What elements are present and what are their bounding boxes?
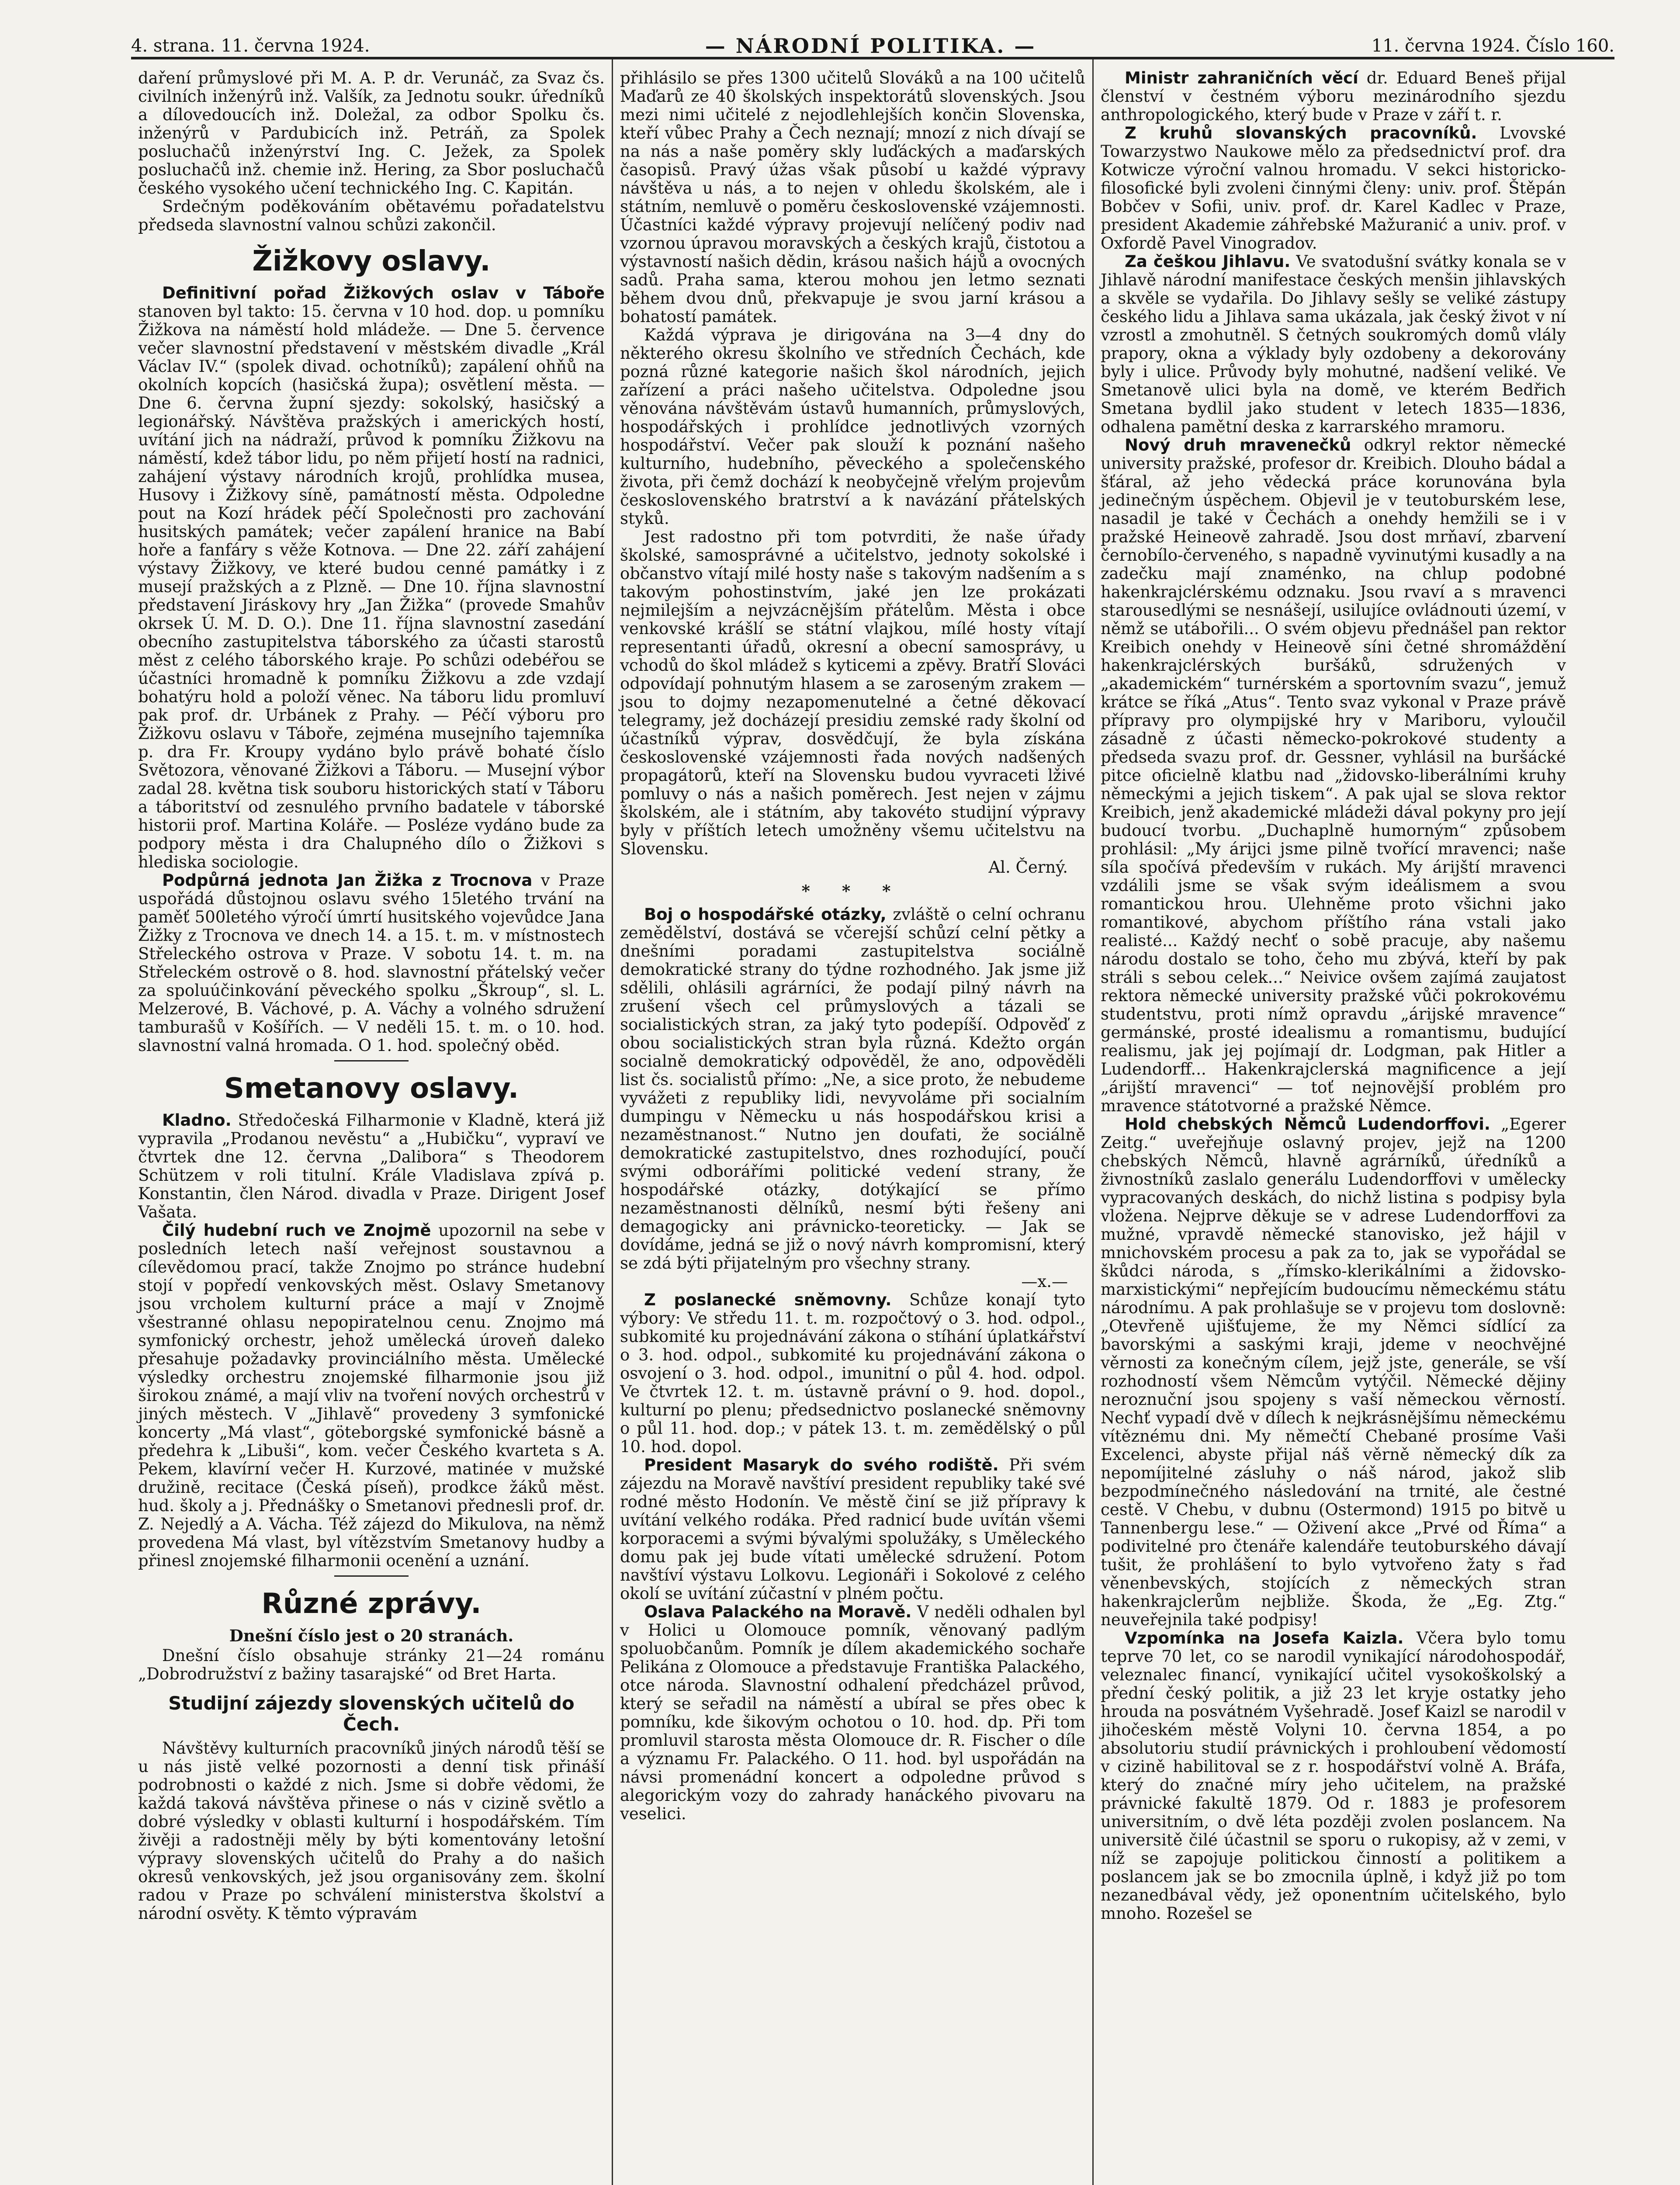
header-left: 4. strana. 11. června 1924. xyxy=(131,36,370,56)
column-3 xyxy=(1092,59,1573,2185)
news-item-znojmo xyxy=(138,1221,605,1570)
news-body: Schůze konají tyto výbory: Ve středu 11. t. m. rozpočtový o 3. hod. odpol., subkomité ku projednávání zákona o stíhání úplatkářství o 3. hod. odpol., subkomité ku projednávání zákona o osvojení o 3. hod. odpol., imunitní o půl 4. hod. odpol. Ve čtvrtek 12. t. m. ústavně právní o 9. hod. dopol., kulturní po plenu; předsednictvo poslanecké sněmovny o půl 11. hod. dop.; v pátek 13. t. m. zemědělský o půl 10. hod. dopol. xyxy=(620,1290,1086,1456)
news-item-ministr xyxy=(1101,69,1566,124)
masthead-title: — NÁRODNÍ POLITIKA. — xyxy=(705,34,1036,58)
section-separator: * * * xyxy=(801,881,904,901)
news-item-kaizl xyxy=(1101,1629,1566,1923)
column-1 xyxy=(131,59,612,2185)
news-lead: Nový druh mravenečků xyxy=(1125,436,1351,454)
column-2 xyxy=(612,59,1092,2185)
news-lead: Z poslanecké sněmovny. xyxy=(644,1290,892,1309)
news-item-kruhy xyxy=(1101,124,1566,253)
divider xyxy=(334,1575,409,1577)
news-lead: Kladno. xyxy=(162,1111,232,1130)
news-body: Včera bylo tomu teprve 70 let, co se narodil vynikající národohospodář, veleznalec financí, vynikající učitel vysokoškolský a přední český politik, a již 23 let kryje ostatky jeho hrouda na posvátném Vyšehradě. Josef Kaizl se narodil v jihočeském městě Volyni 10. června 1854, a po absolutoriu studií právnických i prohloubení vědomostí v cizině habilitoval se z r. hospodářství volně A. Bráfa, který do značné míry jeho učitelem, na pražské právnické fakultě 1879. Od r. 1883 je profesorem universitním, o dvě léta později zvolen poslancem. Na universitě čilé účastnil se sporu o rukopisy, až v zemi, v níž se zapojuje politickou činností a politikem a poslancem jak se bo zmocnila úplně, i když již po tom nezanedbával vědy, jež oponentním učitelského, bylo mnoho. Rozešel se xyxy=(1101,1629,1566,1923)
news-item-ludendorff xyxy=(1101,1115,1566,1629)
news-item-dnesni: Dnešní číslo obsahuje stránky 21—24 románu „Dobrodružství z bažiny tasarajské“ od Bret Harta. xyxy=(138,1646,605,1683)
columns xyxy=(131,59,1614,2185)
news-lead: Hold chebských Němců Ludendorffovi. xyxy=(1125,1115,1490,1134)
news-lead: Z kruhů slovanských pracovníků. xyxy=(1125,124,1477,142)
news-body: dr. Eduard Beneš přijal členství v čestném výboru mezinárodního sjezdu anthropologického, který bude v Praze v září t. r. xyxy=(1101,69,1566,124)
news-body: zvláště o celní ochranu zemědělství, dostává se včerejší schůzí celní pětky a dnešními poradami zastupitelstva sociálně demokratické strany do týdne rozhodného. Jak jsme již sdělili, ohlásili agrárníci, že podají pilný návrh na zrušení všech cel průmyslových a tázali se socialistických stran, za jaký tyto podepíší. Odpověď z obou socialistických stran byla různá. Kdežto orgán socialně demokratický odpověděl, že ano, odpověděli list čs. socialistů přímo: „Ne, a sice proto, že nebudeme vyvážeti z republiky lidi, nevyvoláme při socialním dumpingu v Německu u nás hospodářskou krisi a nezaměstnanost.“ Nutno jen doufati, že sociálně demokratické zastupitelstvo, dnes rozhodující, poučí svými odborářími politické vedení strany, že hospodářské otázky, dotýkající se přímo nezaměstnanosti dělníků, nesmí býti řešeny ani demagogicky ani právnicko-teoreticky. — Jak se dovídáme, jedná se již o nový návrh kompromisní, který se zdá býti přijatelným pro všechny strany. xyxy=(620,905,1086,1273)
news-lead: Definitivní pořad Žižkových oslav v Táboře xyxy=(162,284,605,302)
article-paragraph: Každá výprava je dirigována na 3—4 dny do některého okresu školního ve středních Čechách, kde pozná různé kategorie našich škol národních, jejich zařízení a práci našeho učitelstva. Odpoledne jsou věnována návštěvám ústavů humanních, průmyslových, hospodářských i prohlídce jednotlivých vzorných hospodářství. Večer pak slouží k poznání našeho kulturního, hudebního, pěveckého a společenského života, při čemž dochází k neobyčejně vřelým projevům československého bratrství a k navázání přátelských styků. xyxy=(620,326,1085,528)
news-item-jihlava xyxy=(1101,253,1566,436)
article-signature: Al. Černý. xyxy=(988,858,1068,877)
news-body: odkryl rektor německé university pražské, profesor dr. Kreibich. Dlouho bádal a šťáral, až jeho vědecká práce korunována byla jedinečným úspěchem. Objevil je v teutoburském lese, nasadil je také v Čechách a onehdy hemžili se i v pražské Heineově zahradě. Jsou dost mrňaví, zbarvení černobílo-červeného, s napadně vyvinutými kusadly a na zadečku mají znaménko, na chlup podobné hakenkrajclérskému odznaku. Jsou rvaví a s mravenci starousedlými se nesnášejí, usilujíce ovládnouti území, v němž se utábořili... O svém objevu přednášel pan rektor Kreibich onehdy v Heineově síni četné shromáždění hakenkrajclérských buršáků, sdružených v „akademickém“ turnérském a sportovním svazu“, jemuž krátce se říká „Atus“. Tento svaz vykonal v Praze právě přípravy pro olympijské hry v Mariboru, vyloučil zásadně z účasti německo-pokrokové studenty a předseda svazu prof. dr. Gessner, vyhlásil na buršácké pitce oficielně klatbu nad „židovsko-liberálními kruhy německými a jejich tiskem“. A pak ujal se slova rektor Kreibich, jenž akademické mládeži dával pokyny pro její budoucí tvorbu. „Duchaplně humorným“ způsobem prohlásil: „My árijci jsme pilně tvořící mravenci; naše síla spočívá především v rukách. My árijští mravenci vzdálili jsme se však svým ideálismem a svou romantickou hrou. Ulehněme proto všichni jako romantikové, abychom příštího rána vstali jako realisté... Každý nechť o sobě pracuje, aby našemu národu dostalo se toho, čeho mu zbývá, kteří by pak stráli s sebou celek...“ Neivice ovšem zajímá zaujatost rektora německé university pražské vůči pokrokovému studentstvu, proti nímž opravdu „árijské mravence“ germánské, prosté idealismu a romantismu, budující realismu, jak jej pojímají dr. Lodgman, pak Hitler a Ludendorff... Hakenkrajclerská magnificence a její „árijští mravenci“ — toť nejnovější problém pro mravence státotvorné a pražské Němce. xyxy=(1101,436,1566,1115)
news-item-mravenci xyxy=(1101,436,1566,1115)
article-heading-zajezdy: Studijní zájezdy slovenských učitelů do Čech. xyxy=(168,1693,575,1735)
news-lead: President Masaryk do svého rodiště. xyxy=(644,1456,999,1474)
news-lead: Za češkou Jihlavu. xyxy=(1125,252,1291,271)
section-heading-ruzne: Různé zprávy. xyxy=(261,1588,481,1620)
news-item-palacky xyxy=(620,1603,1085,1823)
news-lead: Ministr zahraničních věcí xyxy=(1125,69,1358,87)
news-item-boj xyxy=(620,905,1085,1273)
section-heading-zizka: Žižkovy oslavy. xyxy=(252,245,491,277)
article-paragraph: Srdečným poděkováním obětavému pořadatelstvu předseda slavnostní valnou schůzi zakončil. xyxy=(138,197,605,234)
article-paragraph: daření průmyslové při M. A. P. dr. Verunáč, za Svaz čs. civilních inženýrů inž. Valšík, za Jednotu soukr. úředníků a dílovedoucích inž. Doležal, za odbor Spolku čs. inženýrů v Pardubicích inž. Petráň, za Spolek posluchačů inženýrství Ing. C. Ježek, za Spolek posluchačů inž. chemie inž. Hering, za Sbor posluchačů českého vysokého učení technického Ing. C. Kapitán. xyxy=(138,69,605,198)
news-lead: Čilý hudební ruch ve Znojmě xyxy=(162,1221,431,1240)
news-lead: Podpůrná jednota Jan Žižka z Trocnova xyxy=(162,871,533,890)
header-right: 11. června 1924. Číslo 160. xyxy=(1371,36,1614,56)
article-paragraph: přihlásilo se přes 1300 učitelů Slováků a na 100 učitelů Maďarů ze 40 školských inspektorátů slovenských. Jsou mezi nimi učitelé z nejodlehlejších končin Slovenska, kteří vůbec Prahy a Čech neznají; mnozí z nich dívají se na nás a naše poměry skly luďáckých a maďarských časopisů. Pravý úžas však působí u každé výpravy návštěva u nás, a to nejen v ohledu školském, ale i státním, nemluvě o poměru československé vzájemnosti. Účastníci každé výpravy projevují nelíčený podiv nad vzornou úpravou moravských a českých krajů, čistotou a výstavností našich dědin, krásou našich hájů a ovocných sadů. Praha sama, kterou mohou jen letmo seznati během dvou dnů, překvapuje je svou jarní krásou a bohatostí památek. xyxy=(620,69,1085,326)
news-body: Ve svatodušní svátky konala se v Jihlavě národní manifestace českých menšin jihlavských a skvěle se vydařila. Do Jihlavy sešly se veliké zástupy českého lidu a Jihlava sama ukázala, jak český život v ní vzrostl a zmohutněl. S četných soukromých domů vlály prapory, okna a výklady byly ozdobeny a dekorovány byly i ulice. Průvody byly mohutné, nadšení veliké. Ve Smetanově ulici byla na domě, ve kterém Bedřich Smetana bydlil jako student v letech 1835—1836, odhalena pamětní deska z karrarského mramoru. xyxy=(1101,252,1566,436)
news-item-snemovna xyxy=(620,1291,1085,1456)
news-body: „Egerer Zeitg.“ uveřejňuje oslavný projev, jejž na 1200 chebských Němců, hlavně agrárníků, úředníků a živnostníků zaslalo generálu Ludendorffovi v umělecky vypracovaných deskách, do nichž listina s podpisy byla vložena. Nejprve děkuje se v adrese Ludendorffovi za mužné, vpravdě německé stanovisko, jež hájil v mnichovském procesu a pak za to, jak se vypořádal se škůdci národa, s „římsko-klerikálními a židovsko-marxistickými“ nepřejícím budoucímu německému státu národnímu. A pak prohlašuje se v projevu tom doslovně: „Otevřeně ujišťujeme, že my Němci sídlící za bavorskými a saskými kraji, jdeme v neochvějné věrnosti za konečným cílem, jejž jste, generále, se vší rozhodností všem Němcům vytýčil. Německé dějiny neroznuční jsou spojeny s vaší německou věrností. Nechť vypadí dvě v dílech k nejkrásnějšímu německému vítěznému dni. My němečtí Chebané prosíme Vaši Excelenci, abyste přijal náš věrně německý dík za nepomíjitelné zásluhy o náš národ, jakož slib bezpodmínečného následování na trnité, ale čestné cestě. V Chebu, v dubnu (Ostermond) 1915 po bitvě u Tannenbergu lese.“ — Oživení akce „Prvé od Říma“ a podivitelné pro čtenáře kalendáře teutoburského dávají tušit, že prohlášení to bylo vytvořeno žaty s řad věnenbevských, stojících z německých stran hakenkrajclerům nejbliže. Škoda, že „Eg. Ztg.“ neuveřejnila také podpisy! xyxy=(1101,1115,1566,1629)
news-item-zizka xyxy=(138,284,605,871)
news-lead: Vzpomínka na Josefa Kaizla. xyxy=(1125,1629,1404,1647)
article-paragraph: Jest radostno při tom potvrditi, že naše úřady školské, samosprávné a učitelstvo, jednoty sokolské i občanstvo vítají milé hosty naše s takovým nadšením a s takovým pohostinstvím, jaké jen lze prokázati nejmilejším a nejvzácnějším přátelům. Města i obce venkovské krášlí se státní vlajkou, mílé hosty vítají representanti úřadů, okresní a obecní samosprávy, u vchodů do škol mládež s kyticemi a zpěvy. Bratří Slováci odpovídají pohnutým hlasem a se zaroseným zrakem — jsou to dojmy nezapomenutelné a četné děkovací telegramy, jež docházejí presidiu zemské rady školní od účastníků výprav, dosvědčují, že byla získána československé vzájemnosti řada nových nadšených propagátorů, kteří na Slovensku budou vyvraceti lživé pomluvy o nás a našich poměrech. Jest nejen v zájmu školském, ale i státním, aby takovéto studijní výpravy byly v příštích letech umožněny všemu učitelstvu na Slovensku. xyxy=(620,527,1085,858)
news-body: stanoven byl takto: 15. června v 10 hod. dop. u pomníku Žižkova na náměstí hold mládeže. — Dne 5. července večer slavnostní představení v městském divadle „Král Václav IV.“ (spolek divad. ochotníků); zapálení ohňů na okolních kopcích (hasičská župa); osvětlení města. — Dne 6. června župní sjezdy: sokolský, hasičský a legionářský. Návštěva pražských i amerických hostí, uvítání jich na nádraží, průvod k pomníku Žižkovu na náměstí, kdež tábor lidu, po něm přijetí hostí na radnici, zahájení výstavy národních krojů, prohlídka musea, Husovy i Žižkovy síně, památností města. Odpoledne pout na Kozí hrádek péčí Společnosti pro zachování husitských památek; večer zapálení hranice na Babí hoře a fanfáry s věže Kotnova. — Dne 22. září zahájení výstavy Žižkovy, ve které budou cenné památky i z musejí pražských a z Plzně. — Dne 10. října slavnostní představení Jiráskovy hry „Jan Žižka“ (provede Smahův okrsek Ú. M. D. O.). Dne 11. října slavnostní zasedání obecního zastupitelstva táborského za účasti starostů měst z celého táborského kraje. Po schůzi odebéřou se účastníci hromadně k pomníku Žižkovu a zde vzdají bohatýru hold a položí věnec. Na táboru lidu promluví pak prof. dr. Urbánek z Prahy. — Péčí výboru pro Žižkovu oslavu v Táboře, zejména musejního tajemníka p. dra Fr. Kroupy vydáno bylo právě bohaté číslo Světozora, věnované Žižkovi a Táboru. — Musejní výbor zadal 28. května tisk souboru historických statí v Táboru a táboritství od zesnulého prvního badatele v táborské historii prof. Martina Koláře. — Posléze vydáno bude za podpory města i dra Chalupného dílo o Žižkovi s hlediska sociologie. xyxy=(138,302,605,871)
news-body: v Praze uspořádá důstojnou oslavu svého 15letého trvání na paměť 500letého výročí úmrtí husitského vojevůdce Jana Žižky z Trocnova ve dnech 14. a 15. t. m. v místnostech Střeleckého ostrova v Praze. V sobotu 14. t. m. na Střeleckém ostrově o 8. hod. slavnostní přátelský večer za spoluúčinkování pěveckého spolku „Škroup“, sl. L. Melzerové, B. Váchové, p. A. Váchy a volného sdružení tamburašů v Košířích. — V neděli 15. t. m. o 10. hod. slavnostní valná hromada. O 1. hod. společný oběd. xyxy=(138,871,605,1055)
news-lead: Boj o hospodářské otázky, xyxy=(644,905,887,924)
news-body: upozornil na sebe v posledních letech naší veřejnost soustavnou a cílevědomou prací, takže Znojmo po stránce hudební stojí v popředí venkovských měst. Oslavy Smetanovy jsou vrcholem kulturní práce a mají v Znojmě všestranné ohlasu nepopiratelnou cenu. Znojmo má symfonický orchestr, jehož umělecká úroveň daleko přesahuje požadavky provinciálního města. Umělecké výsledky orchestru znojemské filharmonie jsou již širokou známé, a mají vliv na tvoření nových orchestrů v jiných městech. V „Jihlavě“ provedeny 3 symfonické koncerty „Má vlast“, göteborgské symfonické básně a předehra k „Libuši“, kom. večer Českého kvarteta s A. Pekem, klavírní večer H. Kurzové, matinée v mužské družině, recitace (Česká píseň), prodkce žáků měst. hud. školy a j. Přednášky o Smetanovi přednesli prof. dr. Z. Nejedlý a A. Vácha. Též zájezd do Mikulova, na němž provedena Má vlast, byl vítězstvím Smetanovy hudby a přinesl znojemské filharmonii ocenění a uznání. xyxy=(138,1221,605,1570)
subheading-dnesni: Dnešní číslo jest o 20 stranách. xyxy=(229,1626,514,1645)
news-item-president xyxy=(620,1456,1085,1603)
section-heading-smetana: Smetanovy oslavy. xyxy=(224,1072,519,1105)
news-item-trocnov xyxy=(138,871,605,1055)
news-body: Při svém zájezdu na Moravě navštíví president republiky také své rodné město Hodonín. Ve městě činí se již přípravy k uvítání velkého rodáka. Před radnicí bude uvítán všemi korporacemi a svými bývalými spolužáky, s Uměleckého domu pak jej bude vítati umělecké sdružení. Potom navštíví výstavu Lolkovu. Legionáři i Sokolové z celého okolí se uvítání zúčastní v plném počtu. xyxy=(620,1456,1085,1603)
news-body: Středočeská Filharmonie v Kladně, která již vypravila „Prodanou nevěstu“ a „Hubičku“, vypraví ve čtvrtek dne 12. června „Dalibora“ s Theodorem Schützem v roli titulní. Krále Vladislava zpívá p. Konstantin, člen Národ. divadla v Praze. Dirigent Josef Vašata. xyxy=(138,1111,605,1221)
news-body: V neděli odhalen byl v Holici u Olomouce pomník, věnovaný padlým spoluobčanům. Pomník je dílem akademického sochaře Pelikána z Olomouce a představuje Františka Palackého, otce národa. Slavnostní odhalení předcházel průvod, který se seřadil na náměstí a ubíral se přes obec k pomníku, kde šikovým ochotou o 10. hod. dp. Při tom promluvil starosta města Olomouce dr. R. Fischer o díle a významu Fr. Palackého. O 11. hod. byl uspořádán na návsi promenádní koncert a odpoledne průvod s alegorickým vozy do zahrady hanáckého pivovaru na veselici. xyxy=(620,1602,1086,1823)
article-paragraph: Návštěvy kulturních pracovníků jiných národů těší se u nás jistě velké pozornosti a denní tisk přináší podrobnosti o každé z nich. Jsme si dobře vědomi, že každá taková návštěva přinese o nás v cizině světlo a dobré výsledky v oblasti kulturní i hospodářském. Tím živěji a radostněji měly by býti komentovány letošní výpravy slovenských učitelů do Prahy a do našich okresů venkovských, jež jsou organisovány zem. školní radou v Praze po schválení ministerstva školství a národní osvěty. K těmto výpravám xyxy=(138,1739,605,1923)
page-header xyxy=(131,26,1614,59)
news-signature: —x.— xyxy=(1021,1272,1068,1291)
news-item-kladno xyxy=(138,1111,605,1221)
divider xyxy=(334,1060,409,1061)
news-lead: Oslava Palackého na Moravě. xyxy=(644,1602,912,1621)
news-body: Lvovské Towarzystwo Naukowe mělo za předsednictví prof. dra Kotwicze výroční valnou hromadu. V sekci historicko-filosofické byli zvoleni činnými členy: univ. prof. Štěpán Bobčev v Sofii, univ. prof. dr. Karel Kadlec v Praze, president Akademie záhřebské Mažuranić a univ. prof. v Oxfordě Pavel Vinogradov. xyxy=(1101,124,1566,253)
